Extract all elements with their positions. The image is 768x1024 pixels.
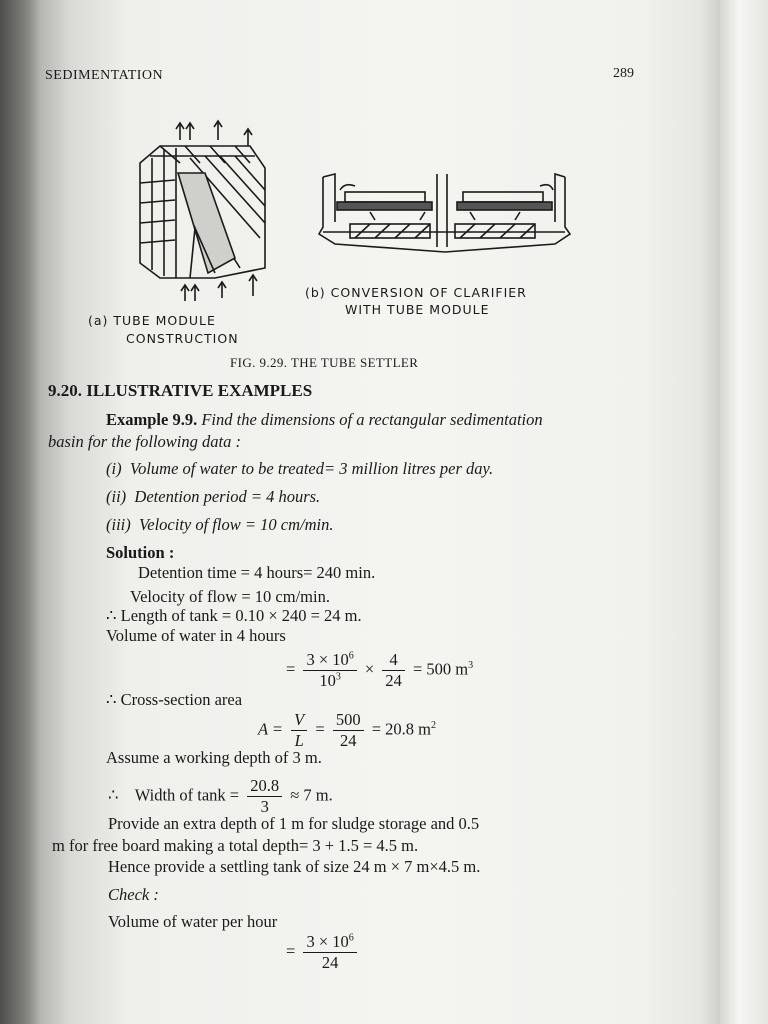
- width-label: ∴ Width of tank =: [108, 785, 240, 805]
- equation-result: ≈ 7 m.: [290, 785, 333, 805]
- fraction: [303, 650, 356, 691]
- clarifier-diagram: [315, 172, 575, 262]
- caption-a-line2: CONSTRUCTION: [126, 331, 239, 346]
- provide-line1: Provide an extra depth of 1 m for sludge storage and 0.5: [108, 814, 480, 833]
- exponent: 3: [468, 659, 474, 671]
- section-title: ILLUSTRATIVE EXAMPLES: [86, 381, 313, 400]
- fraction-numerator: V: [291, 710, 307, 731]
- exponent: 6: [348, 932, 354, 944]
- equation-result: = 20.8 m: [371, 719, 431, 739]
- item-text: Velocity of flow = 10 cm/min.: [139, 515, 334, 534]
- item-number: (i): [106, 459, 122, 478]
- fraction-numerator: 500: [333, 710, 364, 731]
- area-symbol: A =: [258, 719, 284, 739]
- page-edge: [720, 0, 768, 1024]
- example-label: Example 9.9.: [106, 410, 198, 429]
- fraction-denominator: 24: [321, 953, 339, 972]
- example-statement-2: basin for the following data :: [48, 432, 241, 451]
- volume-label: Volume of water in 4 hours: [106, 626, 286, 645]
- item-number: (iii): [106, 515, 131, 534]
- fraction-numerator: 4: [382, 650, 405, 671]
- fraction-numerator: 3 × 10: [306, 932, 349, 951]
- per-hour-equation: [286, 932, 361, 973]
- times-sign: ×: [364, 659, 375, 679]
- item-text: Detention period = 4 hours.: [134, 487, 321, 506]
- cross-section-label: ∴ Cross-section area: [106, 690, 243, 709]
- exponent: 2: [430, 719, 436, 731]
- fraction-denominator: 24: [339, 731, 357, 750]
- item-text: Volume of water to be treated= 3 million litres per day.: [129, 459, 494, 478]
- running-header: SEDIMENTATION: [45, 68, 164, 83]
- example-statement-1: Find the dimensions of a rectangular sedimentation: [201, 410, 543, 429]
- fraction-numerator: 20.8: [247, 776, 282, 797]
- fraction: [303, 932, 356, 973]
- section-number: 9.20.: [48, 381, 82, 400]
- area-equation: [258, 710, 436, 751]
- check-label: Check :: [108, 885, 159, 904]
- data-item-3: [106, 515, 333, 535]
- equals-sign: =: [286, 659, 296, 679]
- fraction-denominator: 24: [385, 671, 402, 690]
- volume-equation: [286, 650, 473, 691]
- caption-b-line2: WITH TUBE MODULE: [345, 302, 490, 317]
- fraction: [247, 776, 282, 817]
- tube-module-diagram: [130, 118, 290, 303]
- item-number: (ii): [106, 487, 127, 506]
- detention-line: Detention time = 4 hours= 240 min.: [138, 563, 376, 582]
- fraction: [291, 710, 307, 751]
- page-number: 289: [613, 66, 634, 81]
- figure-title: FIG. 9.29. THE TUBE SETTLER: [230, 355, 419, 370]
- fraction-denominator: L: [294, 731, 304, 750]
- caption-a-line1: (a) TUBE MODULE: [88, 313, 216, 328]
- book-spine-shadow: [0, 0, 40, 1024]
- data-item-1: [106, 459, 493, 479]
- fraction: [382, 650, 405, 691]
- equals-sign: =: [286, 941, 296, 961]
- hence-line: Hence provide a settling tank of size 24 m × 7 m×4.5 m.: [108, 857, 481, 876]
- fraction-numerator: 3 × 10: [306, 650, 349, 669]
- data-item-2: [106, 487, 320, 507]
- equation-result: = 500 m: [412, 659, 469, 679]
- per-hour-label: Volume of water per hour: [108, 912, 278, 931]
- section-heading: [48, 381, 312, 401]
- provide-line2: m for free board making a total depth= 3 + 1.5 = 4.5 m.: [52, 836, 419, 855]
- fraction-denominator: 3: [260, 797, 269, 816]
- fraction: [333, 710, 364, 751]
- fraction-denominator: 10: [319, 671, 336, 690]
- example-line1: [106, 410, 543, 430]
- exponent: 6: [348, 650, 354, 662]
- width-equation: [108, 776, 333, 817]
- solution-label: Solution :: [106, 543, 175, 562]
- assume-line: Assume a working depth of 3 m.: [106, 748, 322, 767]
- equals-sign: =: [315, 719, 325, 739]
- length-line: ∴ Length of tank = 0.10 × 240 = 24 m.: [106, 606, 362, 625]
- caption-b-line1: (b) CONVERSION OF CLARIFIER: [305, 285, 527, 300]
- velocity-line: Velocity of flow = 10 cm/min.: [130, 587, 330, 606]
- exponent: 3: [335, 671, 341, 683]
